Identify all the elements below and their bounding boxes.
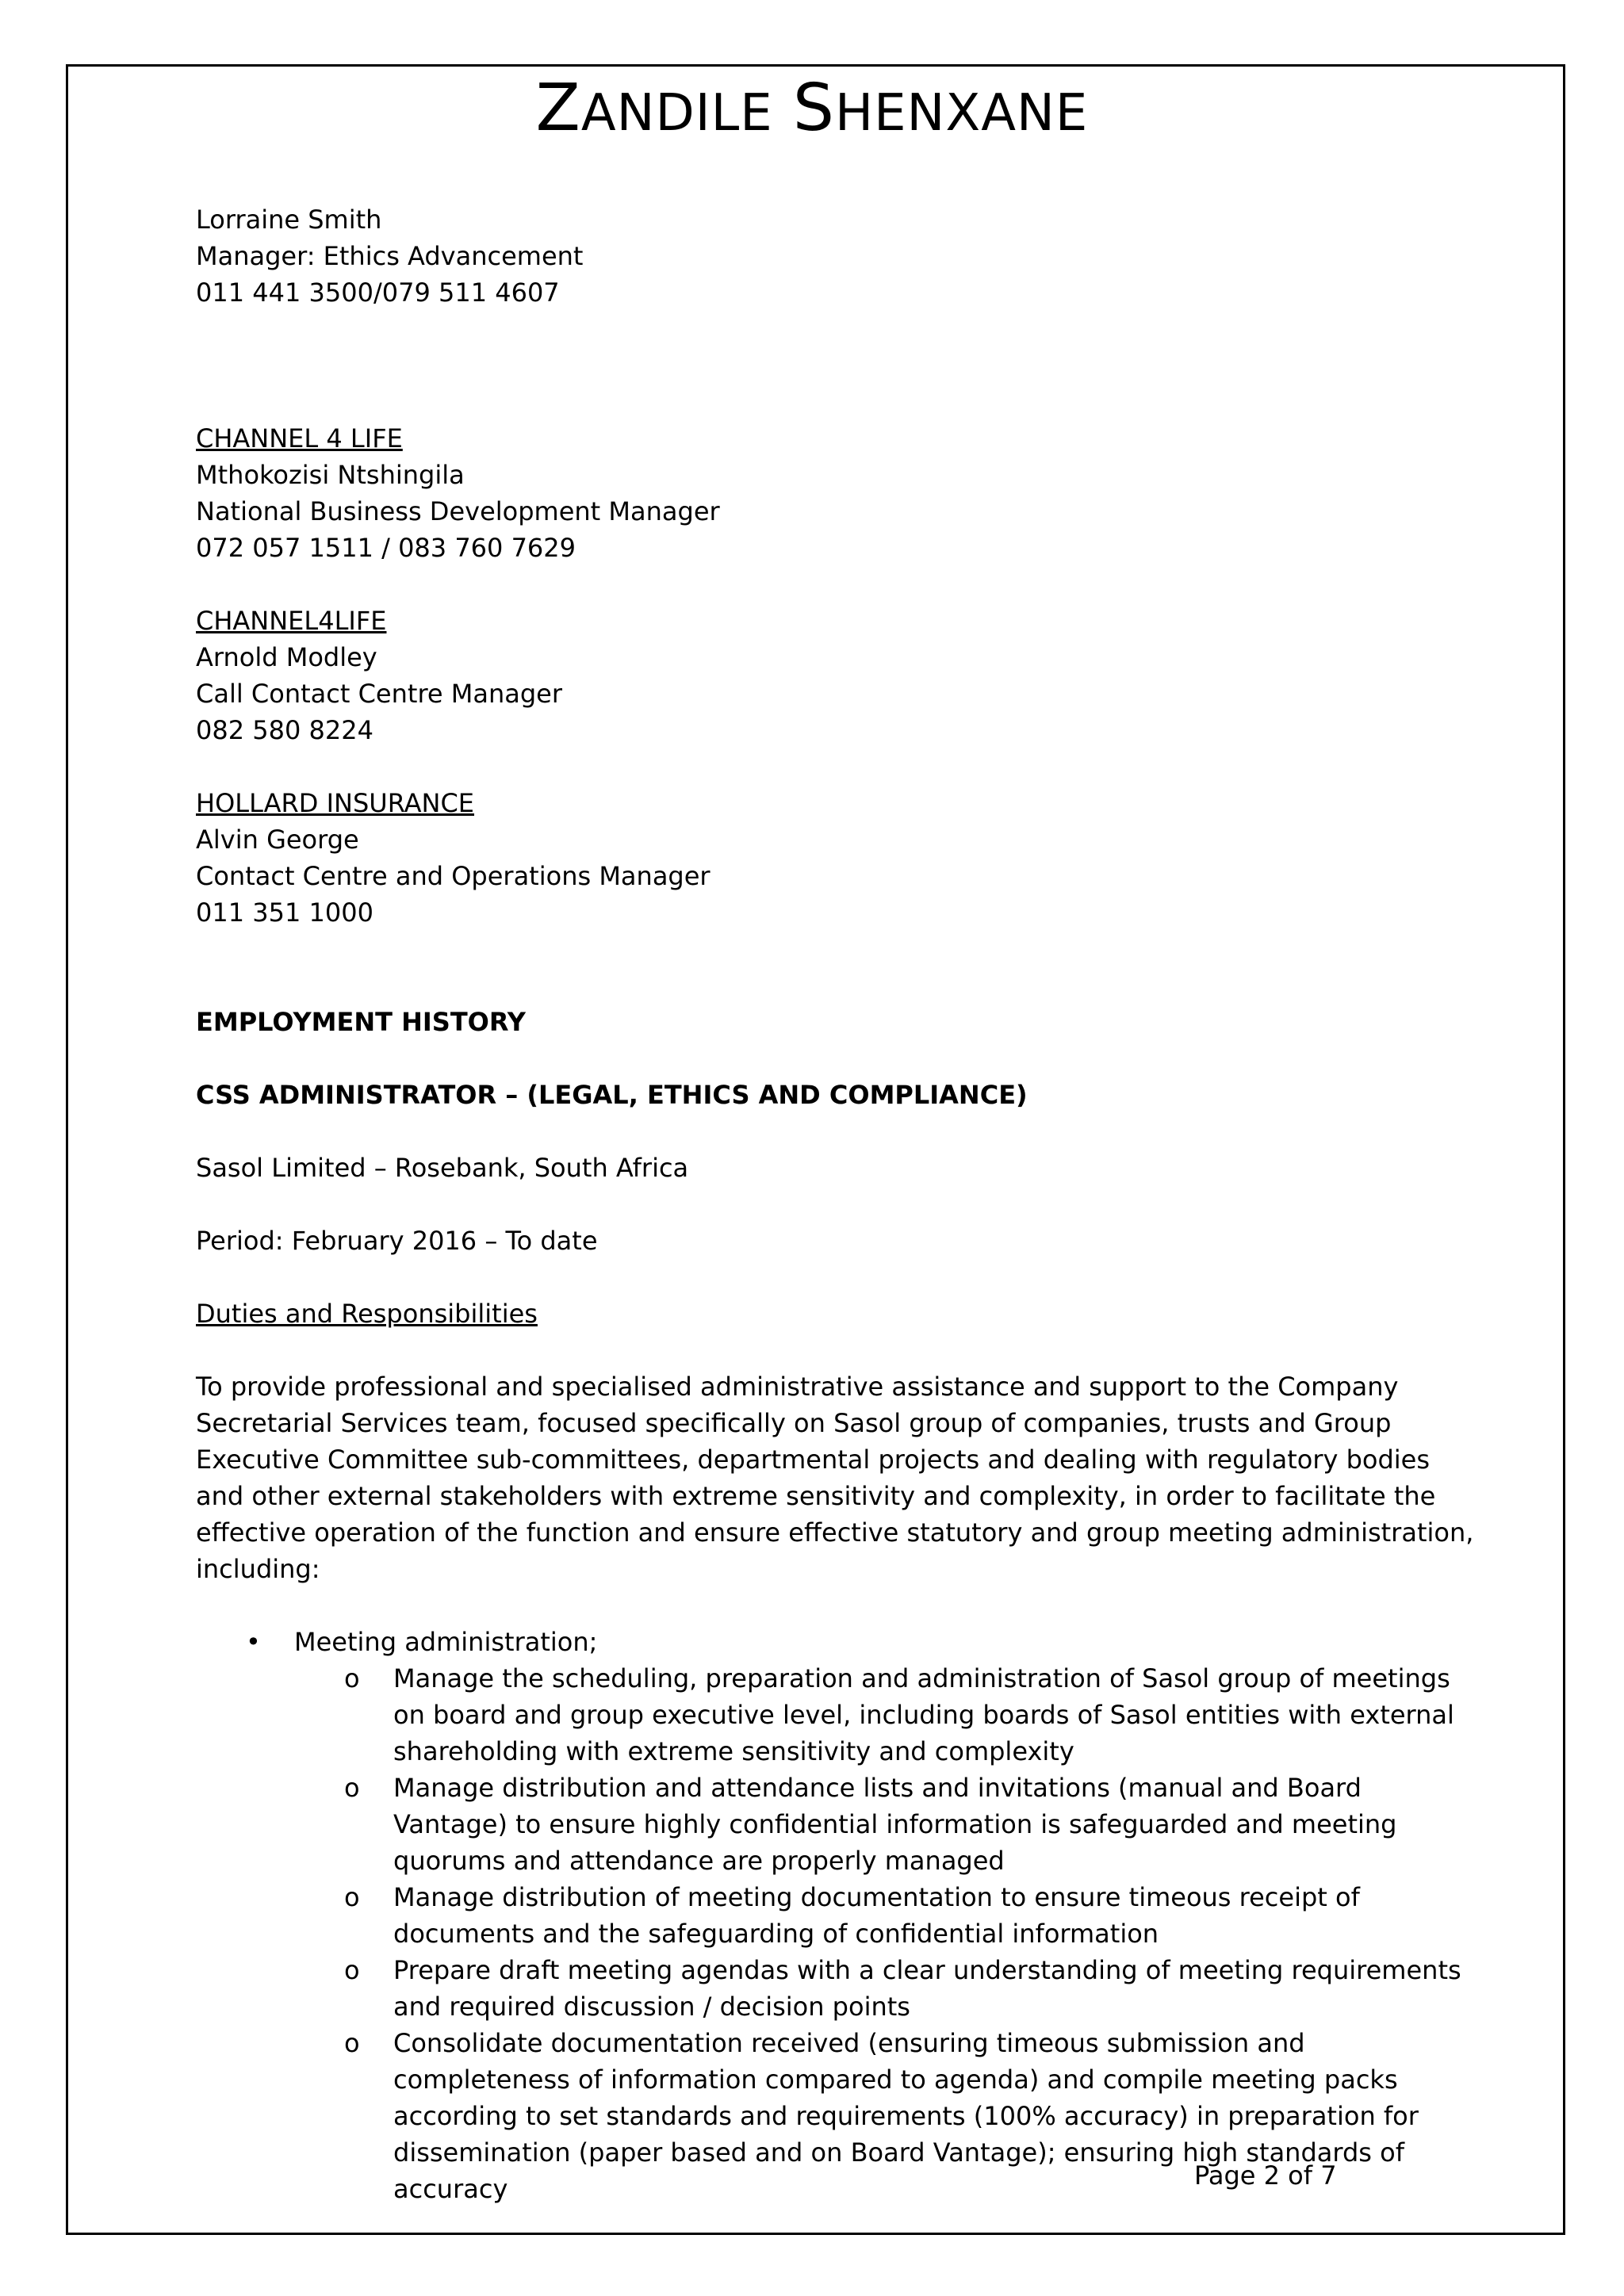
reference-company: HOLLARD INSURANCE — [196, 788, 475, 818]
reference-name: Arnold Modley — [196, 642, 377, 672]
reference-phone: 011 441 3500/079 511 4607 — [196, 277, 560, 308]
duties-sublist — [294, 1660, 1480, 2207]
reference-title: Manager: Ethics Advancement — [196, 241, 584, 271]
reference-title: Contact Centre and Operations Manager — [196, 861, 710, 891]
duties-summary: To provide professional and specialised administrative assistance and support to the Company Secretarial Services team, focused specifically on Sasol group of companies, trusts and Group Executive Committee sub-committees, departmental projects and dealing with regulatory bodies and other external stakeholders with extreme sensitivity and complexity, in order to facilitate the effective operation of the function and ensure effective statutory and group meeting administration, including: — [196, 1372, 1474, 1584]
reference-phone: 072 057 1511 / 083 760 7629 — [196, 533, 576, 563]
reference-block — [196, 201, 1480, 311]
reference-block — [196, 603, 1480, 748]
employment-heading: EMPLOYMENT HISTORY — [196, 1007, 526, 1037]
candidate-name — [0, 71, 1624, 146]
page-number: Page 2 of 7 — [1194, 2160, 1337, 2191]
page-content — [196, 201, 1480, 2207]
name-first-rest: ANDILE — [580, 84, 773, 143]
reference-title: National Business Development Manager — [196, 496, 720, 526]
reference-name: Lorraine Smith — [196, 205, 382, 235]
duties-list — [196, 1624, 1480, 2207]
name-first-initial: Z — [535, 71, 581, 146]
reference-phone: 011 351 1000 — [196, 897, 373, 928]
reference-block — [196, 420, 1480, 566]
reference-name: Mthokozisi Ntshingila — [196, 460, 465, 490]
list-item — [196, 1624, 1480, 2207]
list-item: o Prepare draft meeting agendas with a clear understanding of meeting requirements and required discussion / decision points — [294, 1952, 1480, 2025]
name-last-rest: HENXANE — [834, 84, 1089, 143]
bullet-text: Meeting administration; — [294, 1627, 598, 1657]
reference-company: CHANNEL 4 LIFE — [196, 423, 403, 453]
reference-title: Call Contact Centre Manager — [196, 679, 563, 709]
reference-name: Alvin George — [196, 825, 359, 855]
reference-company: CHANNEL4LIFE — [196, 606, 387, 636]
list-item: o Manage distribution and attendance lists and invitations (manual and Board Vantage) to ensure highly confidential information is safeguarded and meeting quorums and attendance are properly managed — [294, 1770, 1480, 1879]
reference-phone: 082 580 8224 — [196, 715, 373, 745]
list-item: o Consolidate documentation received (ensuring timeous submission and completeness of information compared to agenda) and compile meeting packs according to set standards and requirements (100% accuracy) in preparation for dissemination (paper based and on Board Vantage); ensuring high standards of accuracy — [294, 2025, 1480, 2207]
duties-heading: Duties and Responsibilities — [196, 1299, 538, 1329]
list-item: o Manage the scheduling, preparation and administration of Sasol group of meetings on board and group executive level, including boards of Sasol entities with external shareholding with extreme sensitivity and complexity — [294, 1660, 1480, 1770]
position-title: CSS ADMINISTRATOR – (LEGAL, ETHICS AND COMPLIANCE) — [196, 1080, 1028, 1110]
employer: Sasol Limited – Rosebank, South Africa — [196, 1153, 689, 1183]
employment-period: Period: February 2016 – To date — [196, 1226, 598, 1256]
reference-block — [196, 785, 1480, 931]
list-item: o Manage distribution of meeting documentation to ensure timeous receipt of documents and the safeguarding of confidential information — [294, 1879, 1480, 1952]
name-last-initial: S — [792, 71, 835, 146]
